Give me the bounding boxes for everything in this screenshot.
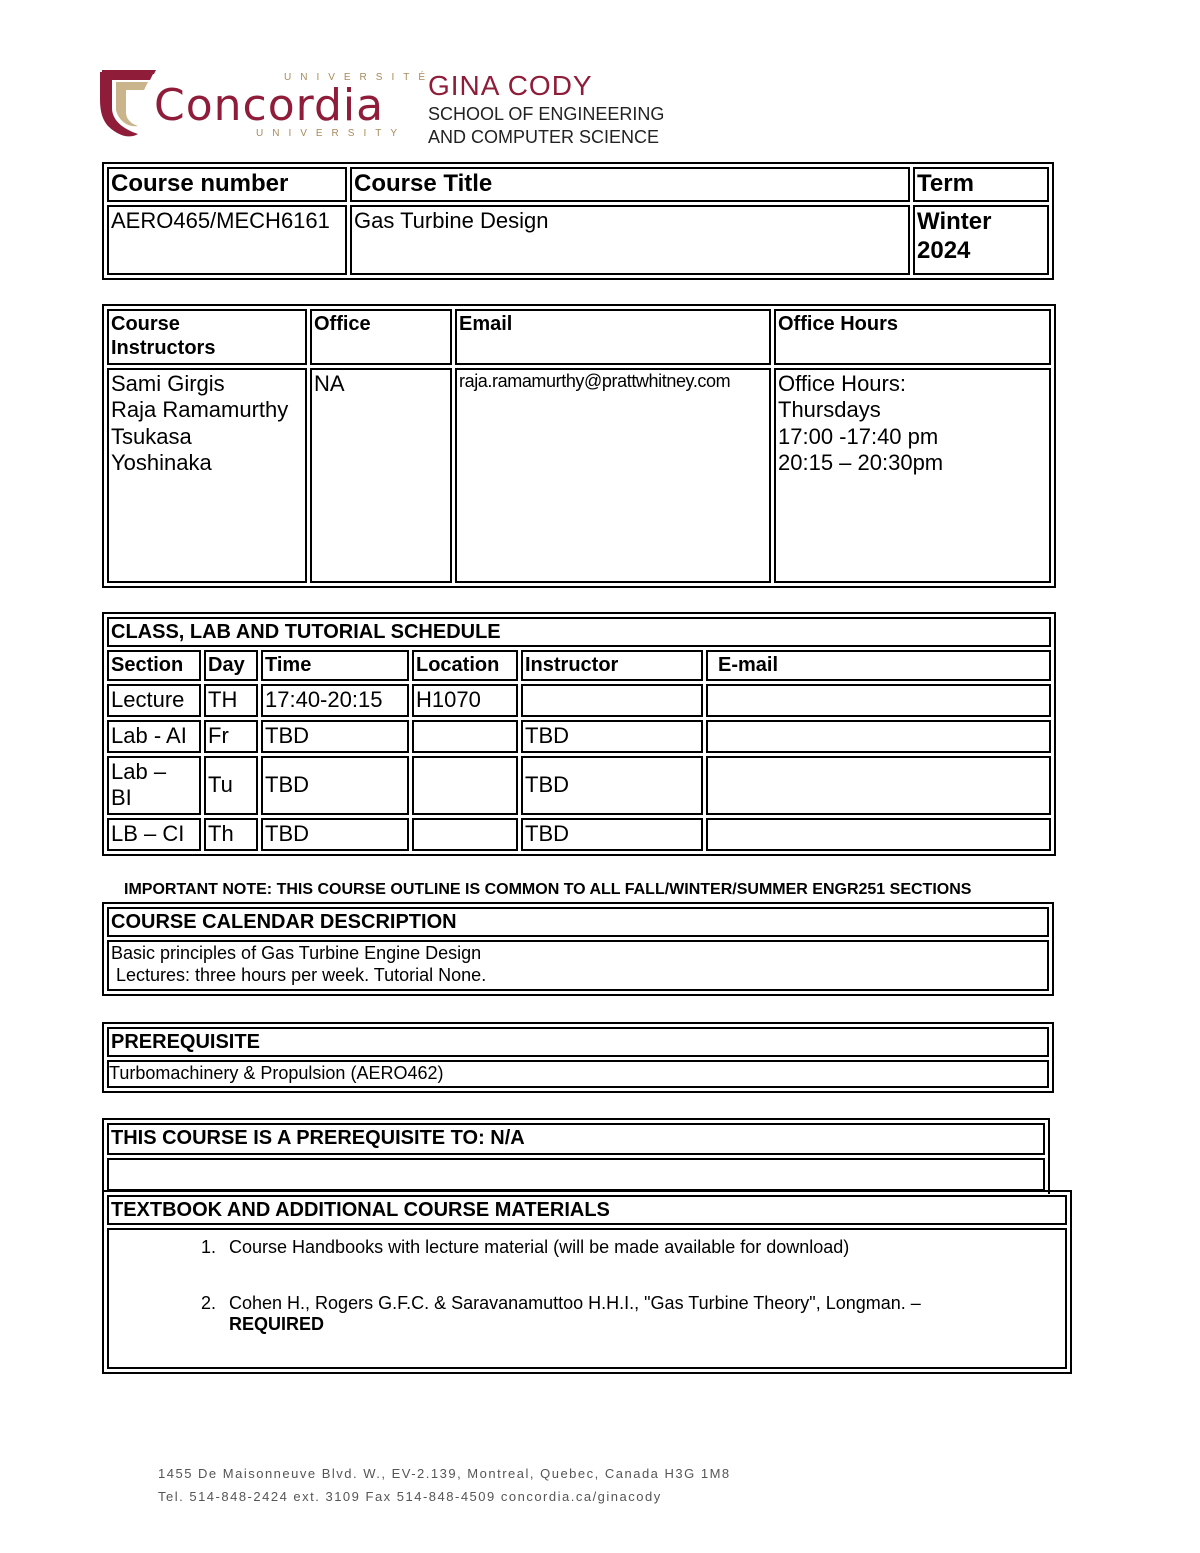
instructor-names [107,368,307,583]
cell-location [412,818,518,851]
course-term [913,205,1049,275]
schedule-header-time: Time [261,650,409,680]
cell-section: Lab – BI [107,756,201,816]
cell-time: 17:40-20:15 [261,684,409,717]
cell-location [412,756,518,816]
header-email: Email [455,309,771,365]
cell-time: TBD [261,818,409,851]
instructor-name: Tsukasa [111,423,192,449]
cell-section: Lecture [107,684,201,717]
cell-day: Tu [204,756,258,816]
logo-school-line1: SCHOOL OF ENGINEERING [428,104,665,124]
cell-section: Lab - AI [107,720,201,753]
cell-instructor: TBD [521,818,703,851]
instructor-office: NA [310,368,452,583]
required-label: REQUIRED [229,1314,325,1335]
footer-contact: Tel. 514-848-2424 ext. 3109 Fax 514-848-4509 concordia.ca/ginacody [158,1489,662,1504]
footer-address: 1455 De Maisonneuve Blvd. W., EV-2.139, Montreal, Quebec, Canada H3G 1M8 [158,1466,731,1481]
header-office-hours: Office Hours [774,309,1051,365]
textbook-title: TEXTBOOK AND ADDITIONAL COURSE MATERIALS [107,1195,1067,1225]
schedule-header-day: Day [204,650,258,680]
table-row [107,818,1051,851]
cell-email [706,684,1051,717]
header-term: Term [913,167,1049,202]
prerequisite-to-text [107,1158,1045,1191]
logo-concordia-text: Concordia [154,80,385,131]
prerequisite-to-table [102,1118,1050,1194]
schedule-header-instructor: Instructor [521,650,703,680]
textbook-list-cell [107,1228,1067,1369]
cell-instructor [521,684,703,717]
logo-universite-text: UNIVERSITÉ [284,72,435,83]
calendar-description: Basic principles of Gas Turbine Engine Design Lectures: three hours per week. Tutorial None. [107,940,1049,991]
textbook-table [102,1190,1072,1374]
header-course-number: Course number [107,167,347,202]
cell-day: Fr [204,720,258,753]
table-row [107,756,1051,816]
prerequisite-title: PREREQUISITE [107,1027,1049,1057]
instructor-name: Raja Ramamurthy [111,397,289,423]
cell-email [706,720,1051,753]
list-item: 2. Cohen H., Rogers G.F.C. & Saravanamuttoo H.H.I., "Gas Turbine Theory", Longman. – REQUIRED [221,1293,1063,1336]
instructor-name: Sami Girgis [111,371,225,396]
table-row [107,720,1051,753]
list-item: 1. Course Handbooks with lecture material (will be made available for download) [221,1237,1063,1259]
prerequisite-to-title: THIS COURSE IS A PREREQUISITE TO: N/A [107,1123,1045,1155]
calendar-title: COURSE CALENDAR DESCRIPTION [107,907,1049,937]
header-office: Office [310,309,452,365]
concordia-shield-icon [98,68,156,142]
office-hours: Office Hours: Thursdays 17:00 -17:40 pm 20:15 – 20:30pm [774,368,1051,583]
course-table [102,162,1054,280]
instructors-table [102,304,1056,588]
cell-instructor: TBD [521,756,703,816]
logo-university-text: UNIVERSITY [256,128,407,139]
cell-instructor: TBD [521,720,703,753]
cell-time: TBD [261,720,409,753]
materials-list [111,1237,1063,1336]
cell-email [706,756,1051,816]
header-course-title: Course Title [350,167,910,202]
header-instructors: Course Instructors [107,309,307,365]
calendar-description-table [102,902,1054,996]
term-season: Winter [917,207,992,235]
schedule-title: CLASS, LAB AND TUTORIAL SCHEDULE [107,617,1051,647]
prerequisite-text: Turbomachinery & Propulsion (AERO462) [107,1060,1049,1088]
schedule-header-email: E-mail [706,650,1051,680]
cell-location [412,720,518,753]
prerequisite-table [102,1022,1054,1093]
course-title: Gas Turbine Design [350,205,910,275]
schedule-header-location: Location [412,650,518,680]
logo-school-line2: AND COMPUTER SCIENCE [428,127,660,147]
cell-time: TBD [261,756,409,816]
table-row [107,684,1051,717]
instructor-name: Yoshinaka [111,450,212,476]
schedule-header-section: Section [107,650,201,680]
cell-section: LB – CI [107,818,201,851]
course-number: AERO465/MECH6161 [107,205,347,275]
important-note: IMPORTANT NOTE: THIS COURSE OUTLINE IS COMMON TO ALL FALL/WINTER/SUMMER ENGR251 SECTIONS [124,881,972,898]
cell-location: H1070 [412,684,518,717]
term-year: 2024 [917,236,971,264]
cell-day: TH [204,684,258,717]
cell-email [706,818,1051,851]
instructor-email[interactable]: raja.ramamurthy@prattwhitney.com [455,368,771,583]
university-logo [98,66,698,150]
logo-gina-cody: GINA CODY [428,70,593,101]
schedule-table [102,612,1056,856]
cell-day: Th [204,818,258,851]
